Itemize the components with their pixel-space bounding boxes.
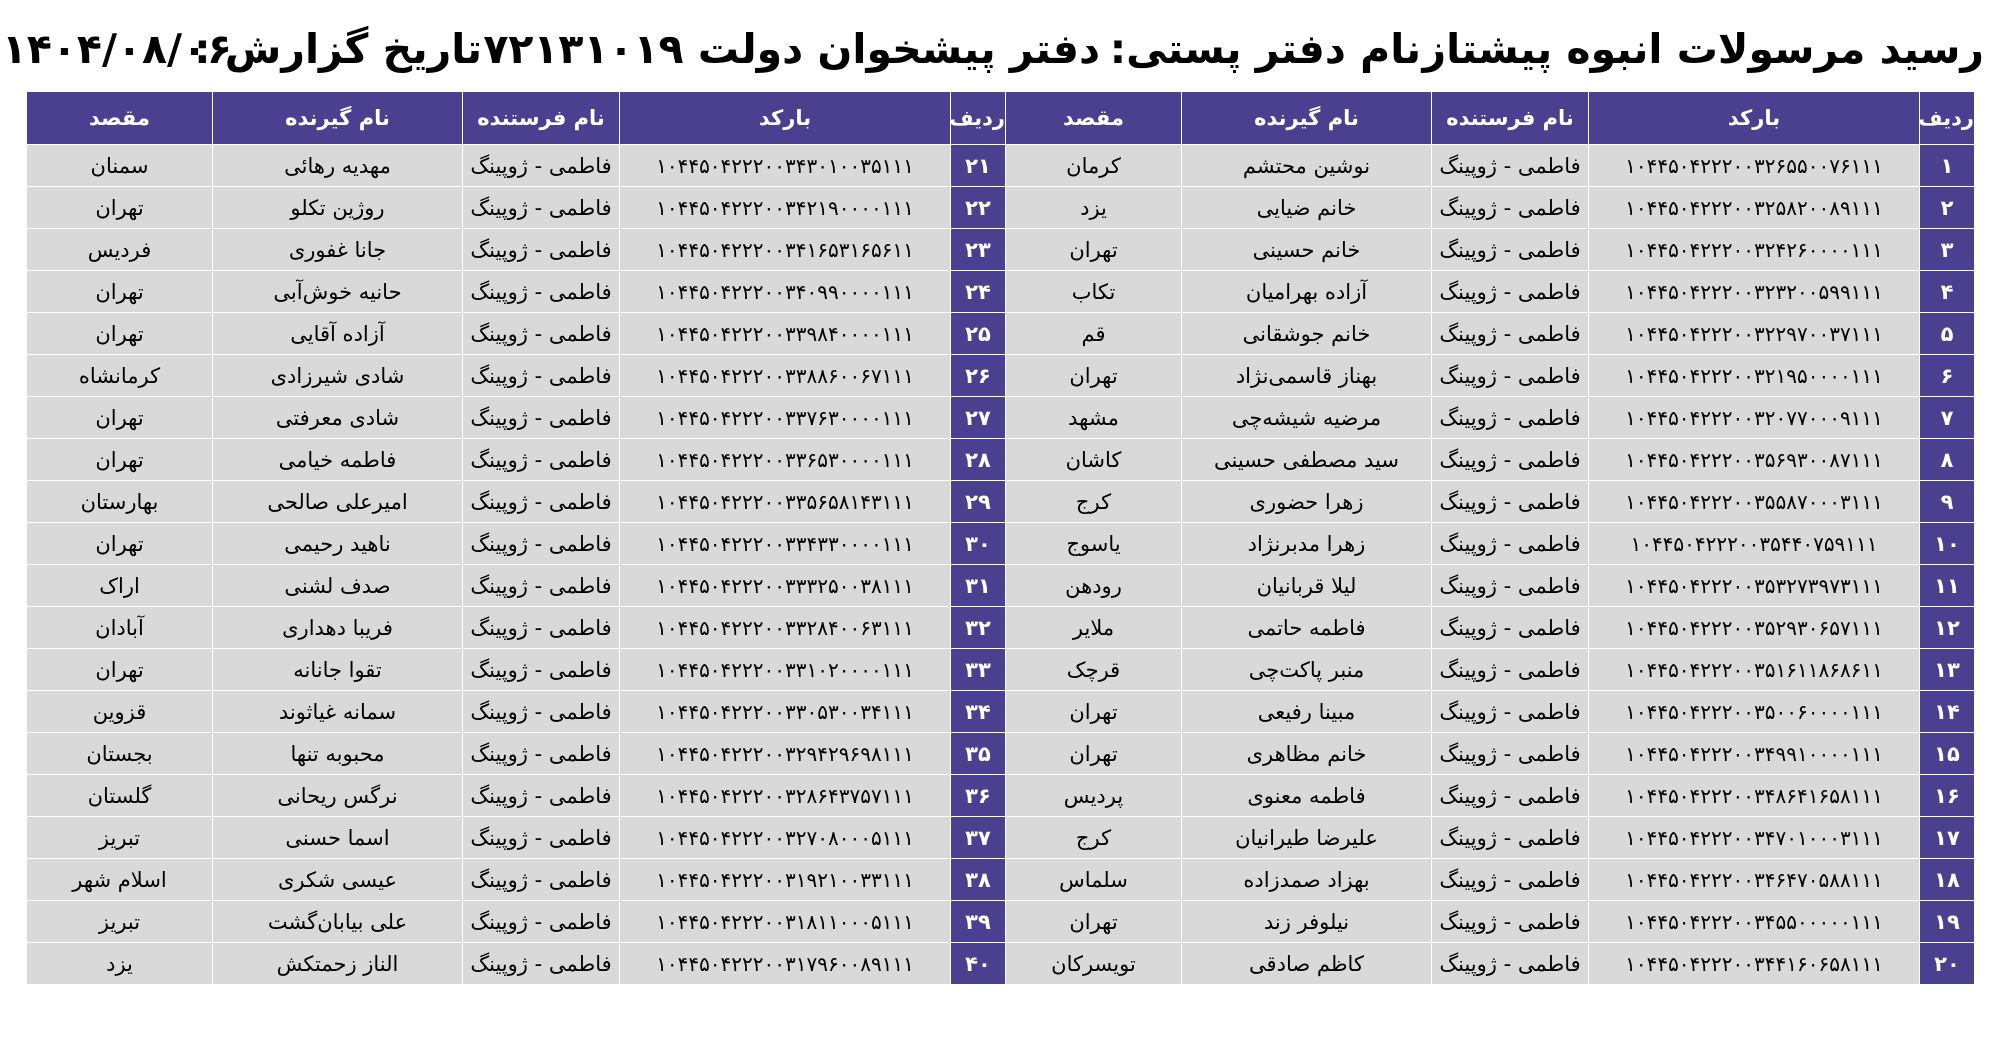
cell-sender: فاطمی - ژوپینگ bbox=[1432, 733, 1589, 775]
cell-sender: فاطمی - ژوپینگ bbox=[463, 271, 620, 313]
cell-recipient: مهدیه رهائی bbox=[213, 145, 463, 187]
table-row bbox=[27, 817, 1975, 859]
cell-barcode: ۱۰۴۴۵۰۴۲۲۲۰۰۳۱۷۹۶۰۰۸۹۱۱۱ bbox=[620, 943, 951, 985]
cell-barcode: ۱۰۴۴۵۰۴۲۲۲۰۰۳۵۴۴۰۷۵۹۱۱۱ bbox=[1589, 523, 1920, 565]
cell-barcode: ۱۰۴۴۵۰۴۲۲۲۰۰۳۳۳۲۵۰۰۳۸۱۱۱ bbox=[620, 565, 951, 607]
cell-row: ۱۶ bbox=[1920, 775, 1975, 817]
cell-sender: فاطمی - ژوپینگ bbox=[1432, 145, 1589, 187]
cell-recipient: سمانه غیاثوند bbox=[213, 691, 463, 733]
cell-sender: فاطمی - ژوپینگ bbox=[463, 187, 620, 229]
cell-barcode: ۱۰۴۴۵۰۴۲۲۲۰۰۳۴۶۴۷۰۵۸۸۱۱۱ bbox=[1589, 859, 1920, 901]
cell-row: ۳۵ bbox=[951, 733, 1006, 775]
cell-sender: فاطمی - ژوپینگ bbox=[1432, 607, 1589, 649]
cell-barcode: ۱۰۴۴۵۰۴۲۲۲۰۰۳۳۴۳۳۰۰۰۰۱۱۱ bbox=[620, 523, 951, 565]
cell-barcode: ۱۰۴۴۵۰۴۲۲۲۰۰۳۴۵۵۰۰۰۰۰۱۱۱ bbox=[1589, 901, 1920, 943]
cell-row: ۲۱ bbox=[951, 145, 1006, 187]
table-row bbox=[27, 733, 1975, 775]
cell-barcode: ۱۰۴۴۵۰۴۲۲۲۰۰۳۵۳۲۷۳۹۷۳۱۱۱ bbox=[1589, 565, 1920, 607]
cell-row: ۱۸ bbox=[1920, 859, 1975, 901]
col-header-destination: مقصد bbox=[27, 92, 213, 145]
receipt-title: رسید مرسولات انبوه پیشتاز bbox=[1422, 25, 1984, 73]
col-header-recipient: نام گیرنده bbox=[1182, 92, 1432, 145]
cell-row: ۶ bbox=[1920, 355, 1975, 397]
cell-barcode: ۱۰۴۴۵۰۴۲۲۲۰۰۳۵۶۹۳۰۰۸۷۱۱۱ bbox=[1589, 439, 1920, 481]
cell-barcode: ۱۰۴۴۵۰۴۲۲۲۰۰۳۳۱۰۲۰۰۰۰۱۱۱ bbox=[620, 649, 951, 691]
cell-destination: رودهن bbox=[1006, 565, 1182, 607]
table-row bbox=[27, 859, 1975, 901]
cell-row: ۳۸ bbox=[951, 859, 1006, 901]
cell-row: ۱۹ bbox=[1920, 901, 1975, 943]
cell-destination: آبادان bbox=[27, 607, 213, 649]
cell-row: ۲۲ bbox=[951, 187, 1006, 229]
cell-sender: فاطمی - ژوپینگ bbox=[463, 355, 620, 397]
cell-destination: تهران bbox=[27, 187, 213, 229]
cell-barcode: ۱۰۴۴۵۰۴۲۲۲۰۰۳۲۵۸۲۰۰۸۹۱۱۱ bbox=[1589, 187, 1920, 229]
table-row bbox=[27, 565, 1975, 607]
cell-destination: پردیس bbox=[1006, 775, 1182, 817]
cell-recipient: شادی معرفتی bbox=[213, 397, 463, 439]
cell-sender: فاطمی - ژوپینگ bbox=[463, 775, 620, 817]
cell-sender: فاطمی - ژوپینگ bbox=[463, 901, 620, 943]
cell-recipient: زهرا مدبرنژاد bbox=[1182, 523, 1432, 565]
cell-destination: تهران bbox=[27, 271, 213, 313]
cell-row: ۳ bbox=[1920, 229, 1975, 271]
cell-sender: فاطمی - ژوپینگ bbox=[1432, 355, 1589, 397]
cell-destination: اراک bbox=[27, 565, 213, 607]
table-body bbox=[27, 145, 1975, 985]
cell-sender: فاطمی - ژوپینگ bbox=[1432, 775, 1589, 817]
cell-row: ۳۰ bbox=[951, 523, 1006, 565]
cell-sender: فاطمی - ژوپینگ bbox=[463, 523, 620, 565]
cell-barcode: ۱۰۴۴۵۰۴۲۲۲۰۰۳۳۷۶۳۰۰۰۰۱۱۱ bbox=[620, 397, 951, 439]
shipments-table bbox=[26, 91, 1975, 985]
cell-row: ۱۱ bbox=[1920, 565, 1975, 607]
cell-destination: تهران bbox=[27, 649, 213, 691]
cell-sender: فاطمی - ژوپینگ bbox=[1432, 901, 1589, 943]
cell-recipient: لیلا قربانیان bbox=[1182, 565, 1432, 607]
cell-recipient: مرضیه شیشه‌چی bbox=[1182, 397, 1432, 439]
cell-recipient: فاطمه حاتمی bbox=[1182, 607, 1432, 649]
cell-sender: فاطمی - ژوپینگ bbox=[463, 691, 620, 733]
cell-recipient: الناز زحمتکش bbox=[213, 943, 463, 985]
cell-sender: فاطمی - ژوپینگ bbox=[1432, 817, 1589, 859]
cell-barcode: ۱۰۴۴۵۰۴۲۲۲۰۰۳۴۹۹۱۰۰۰۰۱۱۱ bbox=[1589, 733, 1920, 775]
cell-recipient: خانم حسینی bbox=[1182, 229, 1432, 271]
cell-barcode: ۱۰۴۴۵۰۴۲۲۲۰۰۳۱۸۱۱۰۰۰۵۱۱۱ bbox=[620, 901, 951, 943]
cell-recipient: خانم ضیایی bbox=[1182, 187, 1432, 229]
cell-destination: تبریز bbox=[27, 817, 213, 859]
table-row bbox=[27, 691, 1975, 733]
table-header-row bbox=[27, 92, 1975, 145]
cell-barcode: ۱۰۴۴۵۰۴۲۲۲۰۰۳۲۱۹۵۰۰۰۰۱۱۱ bbox=[1589, 355, 1920, 397]
cell-sender: فاطمی - ژوپینگ bbox=[463, 229, 620, 271]
cell-recipient: سید مصطفی حسینی bbox=[1182, 439, 1432, 481]
cell-row: ۲۰ bbox=[1920, 943, 1975, 985]
cell-recipient: روژین تکلو bbox=[213, 187, 463, 229]
cell-destination: ملایر bbox=[1006, 607, 1182, 649]
cell-destination: تبریز bbox=[27, 901, 213, 943]
cell-destination: کرمانشاه bbox=[27, 355, 213, 397]
cell-barcode: ۱۰۴۴۵۰۴۲۲۲۰۰۳۲۲۹۷۰۰۳۷۱۱۱ bbox=[1589, 313, 1920, 355]
cell-row: ۳۲ bbox=[951, 607, 1006, 649]
cell-sender: فاطمی - ژوپینگ bbox=[1432, 439, 1589, 481]
cell-row: ۱۲ bbox=[1920, 607, 1975, 649]
cell-destination: بجستان bbox=[27, 733, 213, 775]
cell-sender: فاطمی - ژوپینگ bbox=[1432, 397, 1589, 439]
cell-row: ۲ bbox=[1920, 187, 1975, 229]
cell-row: ۴ bbox=[1920, 271, 1975, 313]
cell-destination: تویسرکان bbox=[1006, 943, 1182, 985]
col-header-recipient: نام گیرنده bbox=[213, 92, 463, 145]
cell-destination: کرج bbox=[1006, 817, 1182, 859]
cell-recipient: زهرا حضوری bbox=[1182, 481, 1432, 523]
cell-sender: فاطمی - ژوپینگ bbox=[463, 565, 620, 607]
cell-barcode: ۱۰۴۴۵۰۴۲۲۲۰۰۳۲۰۷۷۰۰۰۹۱۱۱ bbox=[1589, 397, 1920, 439]
cell-destination: کاشان bbox=[1006, 439, 1182, 481]
table-row bbox=[27, 943, 1975, 985]
cell-recipient: اسما حسنی bbox=[213, 817, 463, 859]
cell-recipient: صدف لشنی bbox=[213, 565, 463, 607]
cell-sender: فاطمی - ژوپینگ bbox=[1432, 691, 1589, 733]
cell-recipient: محبوبه تنها bbox=[213, 733, 463, 775]
cell-barcode: ۱۰۴۴۵۰۴۲۲۲۰۰۳۴۱۶۵۳۱۶۵۶۱۱ bbox=[620, 229, 951, 271]
table-row bbox=[27, 607, 1975, 649]
cell-sender: فاطمی - ژوپینگ bbox=[463, 313, 620, 355]
cell-barcode: ۱۰۴۴۵۰۴۲۲۲۰۰۳۲۹۴۲۹۶۹۸۱۱۱ bbox=[620, 733, 951, 775]
cell-row: ۲۸ bbox=[951, 439, 1006, 481]
cell-row: ۲۳ bbox=[951, 229, 1006, 271]
cell-destination: قزوین bbox=[27, 691, 213, 733]
cell-recipient: منبر پاکت‌چی bbox=[1182, 649, 1432, 691]
cell-destination: تهران bbox=[27, 313, 213, 355]
cell-destination: تهران bbox=[1006, 229, 1182, 271]
cell-recipient: بهناز قاسمی‌نژاد bbox=[1182, 355, 1432, 397]
cell-sender: فاطمی - ژوپینگ bbox=[463, 859, 620, 901]
cell-row: ۳۳ bbox=[951, 649, 1006, 691]
cell-destination: یزد bbox=[27, 943, 213, 985]
cell-row: ۱ bbox=[1920, 145, 1975, 187]
cell-barcode: ۱۰۴۴۵۰۴۲۲۲۰۰۳۵۱۶۱۱۸۶۸۶۱۱ bbox=[1589, 649, 1920, 691]
cell-row: ۲۷ bbox=[951, 397, 1006, 439]
cell-recipient: علیرضا طیرانیان bbox=[1182, 817, 1432, 859]
cell-sender: فاطمی - ژوپینگ bbox=[1432, 481, 1589, 523]
cell-row: ۳۷ bbox=[951, 817, 1006, 859]
table-row bbox=[27, 145, 1975, 187]
cell-row: ۲۹ bbox=[951, 481, 1006, 523]
cell-barcode: ۱۰۴۴۵۰۴۲۲۲۰۰۳۴۳۰۱۰۰۳۵۱۱۱ bbox=[620, 145, 951, 187]
cell-sender: فاطمی - ژوپینگ bbox=[463, 607, 620, 649]
cell-barcode: ۱۰۴۴۵۰۴۲۲۲۰۰۳۳۸۸۶۰۰۶۷۱۱۱ bbox=[620, 355, 951, 397]
cell-sender: فاطمی - ژوپینگ bbox=[463, 481, 620, 523]
cell-barcode: ۱۰۴۴۵۰۴۲۲۲۰۰۳۱۹۲۱۰۰۳۳۱۱۱ bbox=[620, 859, 951, 901]
cell-destination: گلستان bbox=[27, 775, 213, 817]
cell-row: ۱۵ bbox=[1920, 733, 1975, 775]
report-header bbox=[0, 14, 2000, 84]
cell-row: ۱۴ bbox=[1920, 691, 1975, 733]
cell-sender: فاطمی - ژوپینگ bbox=[463, 733, 620, 775]
table-row bbox=[27, 397, 1975, 439]
cell-barcode: ۱۰۴۴۵۰۴۲۲۲۰۰۳۴۲۱۹۰۰۰۰۱۱۱ bbox=[620, 187, 951, 229]
cell-barcode: ۱۰۴۴۵۰۴۲۲۲۰۰۳۴۰۹۹۰۰۰۰۱۱۱ bbox=[620, 271, 951, 313]
cell-destination: سمنان bbox=[27, 145, 213, 187]
cell-destination: قم bbox=[1006, 313, 1182, 355]
cell-destination: تهران bbox=[1006, 355, 1182, 397]
cell-recipient: فاطمه معنوی bbox=[1182, 775, 1432, 817]
cell-destination: سلماس bbox=[1006, 859, 1182, 901]
cell-destination: تکاب bbox=[1006, 271, 1182, 313]
cell-recipient: عیسی شکری bbox=[213, 859, 463, 901]
cell-barcode: ۱۰۴۴۵۰۴۲۲۲۰۰۳۳۶۵۳۰۰۰۰۱۱۱ bbox=[620, 439, 951, 481]
cell-recipient: علی بیابان‌گشت bbox=[213, 901, 463, 943]
cell-barcode: ۱۰۴۴۵۰۴۲۲۲۰۰۳۴۴۱۶۰۶۵۸۱۱۱ bbox=[1589, 943, 1920, 985]
cell-row: ۱۷ bbox=[1920, 817, 1975, 859]
cell-recipient: فاطمه خیامی bbox=[213, 439, 463, 481]
cell-recipient: نرگس ریحانی bbox=[213, 775, 463, 817]
office-name: دفتر پیشخوان دولت ۷۲۱۳۱۰۱۹ bbox=[483, 25, 1100, 73]
cell-recipient: نیلوفر زند bbox=[1182, 901, 1432, 943]
cell-barcode: ۱۰۴۴۵۰۴۲۲۲۰۰۳۳۹۸۴۰۰۰۰۱۱۱ bbox=[620, 313, 951, 355]
table-row bbox=[27, 355, 1975, 397]
table-row bbox=[27, 229, 1975, 271]
cell-barcode: ۱۰۴۴۵۰۴۲۲۲۰۰۳۵۰۰۶۰۰۰۰۱۱۱ bbox=[1589, 691, 1920, 733]
col-header-destination: مقصد bbox=[1006, 92, 1182, 145]
cell-sender: فاطمی - ژوپینگ bbox=[1432, 523, 1589, 565]
cell-row: ۲۶ bbox=[951, 355, 1006, 397]
cell-recipient: امیرعلی صالحی bbox=[213, 481, 463, 523]
cell-destination: کرج bbox=[1006, 481, 1182, 523]
cell-barcode: ۱۰۴۴۵۰۴۲۲۲۰۰۳۲۳۲۰۰۵۹۹۱۱۱ bbox=[1589, 271, 1920, 313]
date-label: تاریخ گزارش : bbox=[194, 25, 482, 73]
cell-sender: فاطمی - ژوپینگ bbox=[1432, 271, 1589, 313]
cell-recipient: آزاده آقایی bbox=[213, 313, 463, 355]
table-row bbox=[27, 271, 1975, 313]
col-header-barcode: بارکد bbox=[620, 92, 951, 145]
cell-recipient: بهزاد صمدزاده bbox=[1182, 859, 1432, 901]
cell-recipient: خانم جوشقانی bbox=[1182, 313, 1432, 355]
table-row bbox=[27, 439, 1975, 481]
cell-sender: فاطمی - ژوپینگ bbox=[463, 649, 620, 691]
col-header-sender: نام فرستنده bbox=[1432, 92, 1589, 145]
cell-barcode: ۱۰۴۴۵۰۴۲۲۲۰۰۳۵۲۹۳۰۶۵۷۱۱۱ bbox=[1589, 607, 1920, 649]
cell-row: ۳۴ bbox=[951, 691, 1006, 733]
cell-row: ۱۳ bbox=[1920, 649, 1975, 691]
cell-sender: فاطمی - ژوپینگ bbox=[1432, 859, 1589, 901]
cell-barcode: ۱۰۴۴۵۰۴۲۲۲۰۰۳۲۴۲۶۰۰۰۰۱۱۱ bbox=[1589, 229, 1920, 271]
cell-sender: فاطمی - ژوپینگ bbox=[1432, 229, 1589, 271]
cell-sender: فاطمی - ژوپینگ bbox=[463, 145, 620, 187]
cell-recipient: کاظم صادقی bbox=[1182, 943, 1432, 985]
col-header-row: ردیف bbox=[1920, 92, 1975, 145]
cell-row: ۹ bbox=[1920, 481, 1975, 523]
table-row bbox=[27, 775, 1975, 817]
col-header-row: ردیف bbox=[951, 92, 1006, 145]
cell-destination: اسلام شهر bbox=[27, 859, 213, 901]
cell-sender: فاطمی - ژوپینگ bbox=[1432, 943, 1589, 985]
cell-row: ۳۶ bbox=[951, 775, 1006, 817]
cell-row: ۳۹ bbox=[951, 901, 1006, 943]
cell-recipient: مبینا رفیعی bbox=[1182, 691, 1432, 733]
cell-row: ۳۱ bbox=[951, 565, 1006, 607]
cell-recipient: جانا غفوری bbox=[213, 229, 463, 271]
table-row bbox=[27, 481, 1975, 523]
cell-barcode: ۱۰۴۴۵۰۴۲۲۲۰۰۳۳۲۸۴۰۰۶۳۱۱۱ bbox=[620, 607, 951, 649]
cell-recipient: شادی شیرزادی bbox=[213, 355, 463, 397]
table-row bbox=[27, 901, 1975, 943]
cell-row: ۵ bbox=[1920, 313, 1975, 355]
col-header-sender: نام فرستنده bbox=[463, 92, 620, 145]
cell-row: ۸ bbox=[1920, 439, 1975, 481]
cell-sender: فاطمی - ژوپینگ bbox=[463, 817, 620, 859]
cell-destination: مشهد bbox=[1006, 397, 1182, 439]
cell-barcode: ۱۰۴۴۵۰۴۲۲۲۰۰۳۴۷۰۱۰۰۰۳۱۱۱ bbox=[1589, 817, 1920, 859]
cell-row: ۴۰ bbox=[951, 943, 1006, 985]
cell-destination: تهران bbox=[27, 439, 213, 481]
cell-recipient: نوشین محتشم bbox=[1182, 145, 1432, 187]
cell-destination: تهران bbox=[27, 397, 213, 439]
cell-recipient: تقوا جانانه bbox=[213, 649, 463, 691]
cell-barcode: ۱۰۴۴۵۰۴۲۲۲۰۰۳۲۸۶۴۳۷۵۷۱۱۱ bbox=[620, 775, 951, 817]
cell-sender: فاطمی - ژوپینگ bbox=[1432, 313, 1589, 355]
date-value: ۱۴۰۴/۰۸/۰۶ bbox=[1, 25, 232, 73]
cell-row: ۲۴ bbox=[951, 271, 1006, 313]
cell-destination: فردیس bbox=[27, 229, 213, 271]
cell-sender: فاطمی - ژوپینگ bbox=[1432, 565, 1589, 607]
table-row bbox=[27, 523, 1975, 565]
cell-row: ۷ bbox=[1920, 397, 1975, 439]
cell-sender: فاطمی - ژوپینگ bbox=[1432, 649, 1589, 691]
cell-barcode: ۱۰۴۴۵۰۴۲۲۲۰۰۳۳۵۶۵۸۱۴۳۱۱۱ bbox=[620, 481, 951, 523]
cell-recipient: ناهید رحیمی bbox=[213, 523, 463, 565]
cell-recipient: آزاده بهرامیان bbox=[1182, 271, 1432, 313]
cell-destination: تهران bbox=[1006, 691, 1182, 733]
cell-barcode: ۱۰۴۴۵۰۴۲۲۲۰۰۳۲۷۰۸۰۰۰۵۱۱۱ bbox=[620, 817, 951, 859]
cell-recipient: خانم مظاهری bbox=[1182, 733, 1432, 775]
table-row bbox=[27, 313, 1975, 355]
cell-sender: فاطمی - ژوپینگ bbox=[463, 397, 620, 439]
office-label: نام دفتر پستی: bbox=[1109, 25, 1421, 73]
cell-barcode: ۱۰۴۴۵۰۴۲۲۲۰۰۳۵۵۸۷۰۰۰۳۱۱۱ bbox=[1589, 481, 1920, 523]
cell-destination: کرمان bbox=[1006, 145, 1182, 187]
cell-barcode: ۱۰۴۴۵۰۴۲۲۲۰۰۳۲۶۵۵۰۰۷۶۱۱۱ bbox=[1589, 145, 1920, 187]
cell-destination: بهارستان bbox=[27, 481, 213, 523]
col-header-barcode: بارکد bbox=[1589, 92, 1920, 145]
cell-destination: تهران bbox=[1006, 901, 1182, 943]
cell-sender: فاطمی - ژوپینگ bbox=[463, 943, 620, 985]
cell-destination: یزد bbox=[1006, 187, 1182, 229]
cell-destination: قرچک bbox=[1006, 649, 1182, 691]
cell-destination: تهران bbox=[1006, 733, 1182, 775]
table-row bbox=[27, 649, 1975, 691]
cell-destination: یاسوج bbox=[1006, 523, 1182, 565]
cell-recipient: فریبا دهداری bbox=[213, 607, 463, 649]
cell-destination: تهران bbox=[27, 523, 213, 565]
cell-sender: فاطمی - ژوپینگ bbox=[463, 439, 620, 481]
table-row bbox=[27, 187, 1975, 229]
cell-barcode: ۱۰۴۴۵۰۴۲۲۲۰۰۳۳۰۵۳۰۰۳۴۱۱۱ bbox=[620, 691, 951, 733]
cell-row: ۲۵ bbox=[951, 313, 1006, 355]
cell-row: ۱۰ bbox=[1920, 523, 1975, 565]
cell-recipient: حانیه خوش‌آبی bbox=[213, 271, 463, 313]
cell-barcode: ۱۰۴۴۵۰۴۲۲۲۰۰۳۴۸۶۴۱۶۵۸۱۱۱ bbox=[1589, 775, 1920, 817]
cell-sender: فاطمی - ژوپینگ bbox=[1432, 187, 1589, 229]
